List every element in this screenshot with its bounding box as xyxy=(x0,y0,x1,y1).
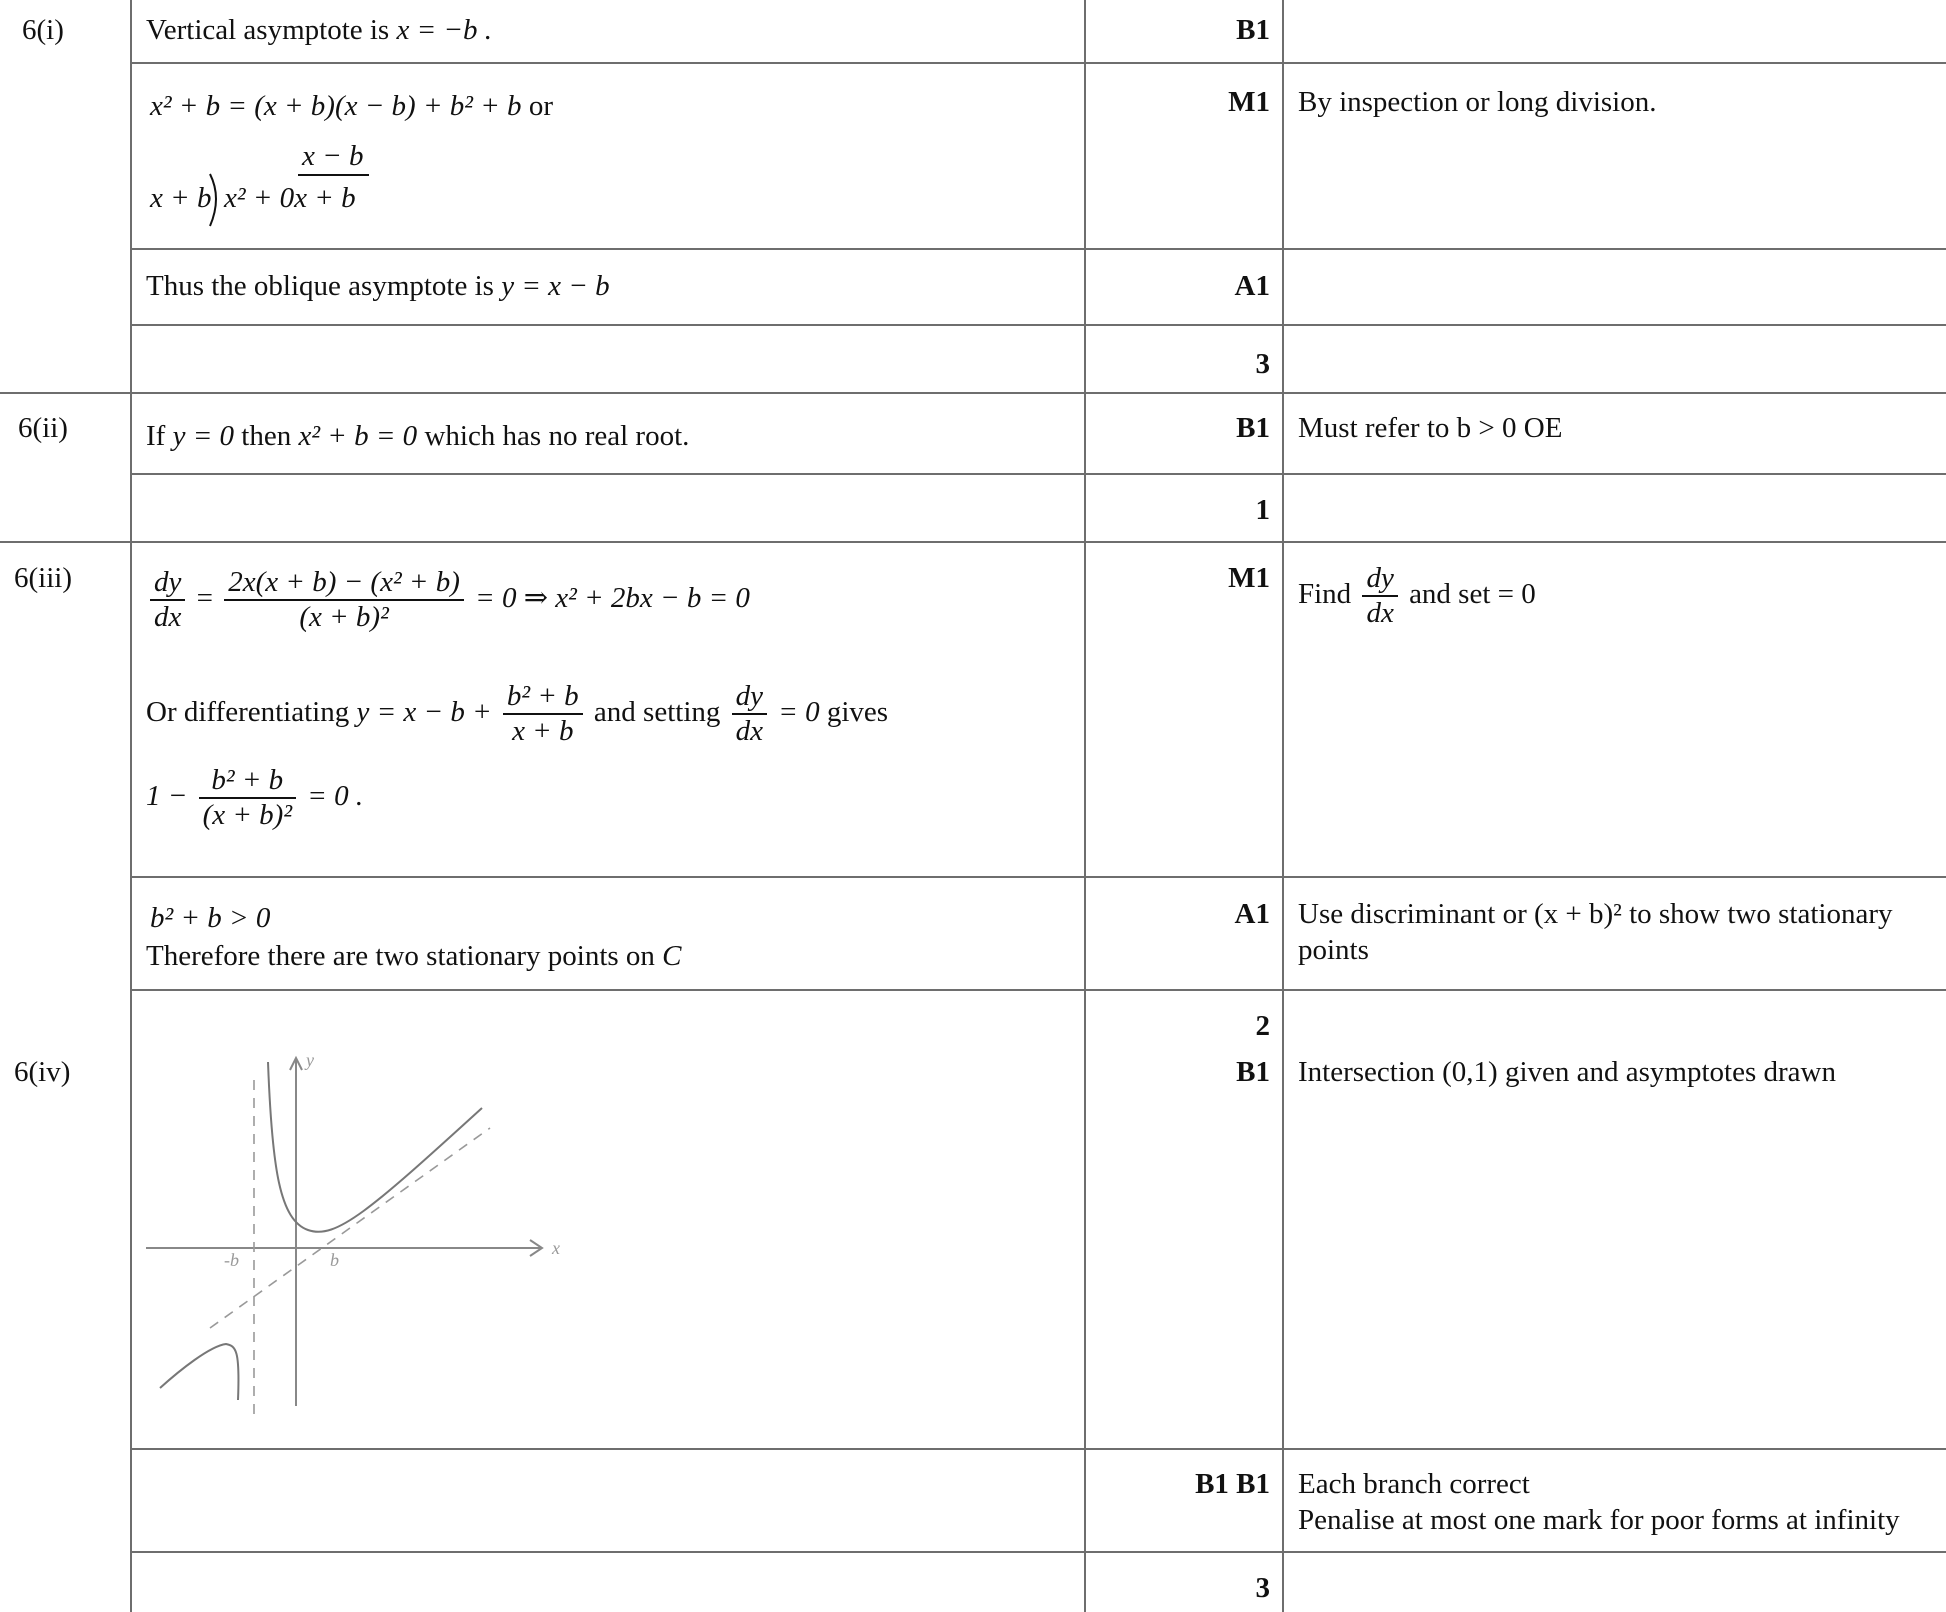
answer-text: and setting xyxy=(593,696,721,728)
right-branch xyxy=(268,1062,482,1232)
answer-text: Therefore there are two stationary points on xyxy=(146,940,655,972)
oblique-asymptote xyxy=(210,1128,490,1328)
answer-math: x = −b . xyxy=(396,14,492,46)
guidance-6iv-b1: Intersection (0,1) given and asymptotes drawn xyxy=(1298,1056,1836,1088)
answer-math: x² + b = 0 xyxy=(298,420,418,452)
denominator: dx xyxy=(735,715,763,748)
guidance-6iii-m1 xyxy=(1298,562,1536,631)
guidance-6iv-branches: Each branch correct xyxy=(1298,1468,1530,1500)
neg-b-label: -b xyxy=(224,1250,239,1270)
section-divider xyxy=(0,392,1946,394)
numerator: b² + b xyxy=(503,680,583,715)
answer-math: y = x − b xyxy=(501,270,610,302)
answer-text: Or differentiating xyxy=(146,696,350,728)
y-axis-label: y xyxy=(306,1050,314,1070)
answer-math: 1 − xyxy=(146,780,188,812)
mark-6ii-b1: B1 xyxy=(1236,412,1270,444)
guidance-text: Find xyxy=(1298,578,1352,610)
left-branch xyxy=(160,1344,239,1400)
numerator: dy xyxy=(1362,562,1397,597)
table-border-guidance xyxy=(1282,0,1284,1612)
fraction-dydx xyxy=(1362,562,1397,631)
part-label-6iii: 6(iii) xyxy=(14,562,72,594)
mark-6i-m1: M1 xyxy=(1228,86,1270,118)
answer-vertical-asymptote xyxy=(146,12,492,48)
mark-6iv-b1b1: B1 B1 xyxy=(1195,1468,1270,1500)
mark-6iii-m1: M1 xyxy=(1228,562,1270,594)
answer-two-stationary-points xyxy=(146,938,682,974)
answer-text: which has no real root. xyxy=(424,420,690,452)
denominator: (x + b)² xyxy=(299,601,389,634)
answer-math: = 0 ⇒ x² + 2bx − b = 0 xyxy=(475,582,750,614)
guidance-6ii-b1: Must refer to b > 0 OE xyxy=(1298,412,1563,444)
guidance-text: and set = 0 xyxy=(1409,578,1536,610)
row-divider xyxy=(130,1448,1946,1450)
answer-text: then xyxy=(241,420,292,452)
division-dividend: x² + 0x + b xyxy=(224,182,356,214)
answer-math: = 0 . xyxy=(307,780,364,812)
fraction-quotient-rule xyxy=(224,566,464,635)
answer-text: or xyxy=(528,90,553,122)
denominator: dx xyxy=(154,601,182,634)
part-label-6ii: 6(ii) xyxy=(18,412,68,444)
answer-alternative xyxy=(146,680,888,749)
answer-discriminant: b² + b > 0 xyxy=(150,902,271,934)
section-divider xyxy=(0,541,1946,543)
row-divider xyxy=(130,324,1946,326)
row-divider xyxy=(130,62,1946,64)
numerator: b² + b xyxy=(199,764,296,799)
fraction-dydx xyxy=(732,680,767,749)
table-border-mark xyxy=(1084,0,1086,1612)
part-label-6iv: 6(iv) xyxy=(14,1056,71,1088)
mark-6i-a1: A1 xyxy=(1234,270,1270,302)
mark-6iv-b1: B1 xyxy=(1236,1056,1270,1088)
table-border-left xyxy=(130,0,132,1612)
division-bracket xyxy=(208,172,224,228)
answer-oblique-asymptote xyxy=(146,268,610,304)
b-label: b xyxy=(330,1250,339,1270)
row-divider xyxy=(130,473,1946,475)
answer-math: = 0 xyxy=(778,696,820,728)
answer-no-real-root xyxy=(146,418,689,454)
fraction-dydx xyxy=(150,566,185,635)
guidance-6i-m1: By inspection or long division. xyxy=(1298,86,1657,118)
answer-text: Thus the oblique asymptote is xyxy=(146,270,494,302)
row-divider xyxy=(130,1551,1946,1553)
mark-6i-b1: B1 xyxy=(1236,14,1270,46)
total-6iv: 3 xyxy=(1255,1572,1270,1604)
part-label-6i: 6(i) xyxy=(22,14,64,46)
answer-alternative-result xyxy=(146,764,363,833)
answer-factorisation xyxy=(150,88,553,124)
numerator: 2x(x + b) − (x² + b) xyxy=(224,566,464,601)
answer-derivative: $\frac{dy}{dx}$ = $\frac{\text{2x(x + b) − (x² + b)}}{\text{(x + b)²}}$ = 0 ⇒ x² + 2bx − b = 0 xyxy=(146,566,750,635)
answer-text: Vertical asymptote is xyxy=(146,14,390,46)
mark-6iii-a1: A1 xyxy=(1234,898,1270,930)
answer-text: gives xyxy=(826,696,889,728)
x-axis-label: x xyxy=(552,1238,560,1258)
denominator: (x + b)² xyxy=(202,799,293,832)
answer-math: y = 0 xyxy=(172,420,235,452)
total-6i: 3 xyxy=(1255,348,1270,380)
curve-sketch xyxy=(140,1050,600,1430)
fraction-alternative xyxy=(199,764,296,833)
row-divider xyxy=(130,248,1946,250)
division-quotient: x − b xyxy=(298,138,369,176)
total-6ii: 1 xyxy=(1255,494,1270,526)
guidance-6iii-a1-line1: Use discriminant or (x + b)² to show two stationary xyxy=(1298,898,1893,930)
answer-text: If xyxy=(146,420,166,452)
denominator: dx xyxy=(1366,597,1394,630)
total-6iii: 2 xyxy=(1255,1010,1270,1042)
guidance-6iii-a1-line2: points xyxy=(1298,934,1369,966)
division-divisor: x + b xyxy=(150,182,212,214)
answer-math: x² + b = (x + b)(x − b) + b² + b xyxy=(150,90,522,122)
numerator: dy xyxy=(150,566,185,601)
row-divider xyxy=(130,989,1946,991)
row-divider xyxy=(130,876,1946,878)
denominator: x + b xyxy=(512,715,574,748)
answer-math: y = x − b + xyxy=(356,696,492,728)
numerator: dy xyxy=(732,680,767,715)
guidance-6iv-penalty: Penalise at most one mark for poor forms at infinity xyxy=(1298,1504,1900,1536)
fraction-remainder xyxy=(503,680,583,749)
answer-math: C xyxy=(662,940,682,972)
